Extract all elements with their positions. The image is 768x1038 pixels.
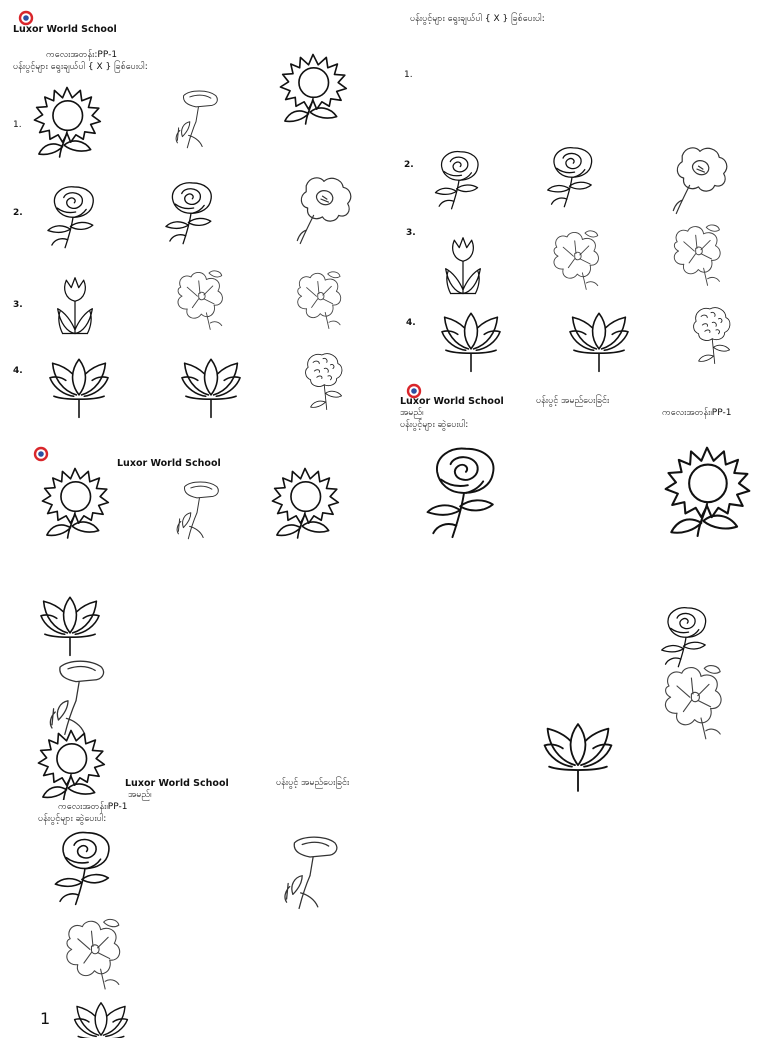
name-label: အမည်၊ [400, 408, 424, 418]
morning-glory-icon[interactable] [165, 80, 227, 156]
sunflower-icon[interactable] [660, 434, 754, 544]
sunflower-icon[interactable] [30, 78, 104, 162]
row-number: 2. [404, 160, 414, 170]
lotus-icon[interactable] [530, 718, 626, 794]
morning-glory-icon[interactable] [34, 656, 118, 736]
daffodil-icon[interactable] [284, 168, 358, 248]
rose-icon[interactable] [540, 136, 604, 216]
rose-icon[interactable] [36, 828, 134, 906]
hibiscus-icon[interactable] [288, 256, 350, 344]
subject-title: ပန်းပွင့် အမည်ပေးခြင်း [536, 396, 610, 406]
subject-title: ပန်းပွင့် အမည်ပေးခြင်း [276, 778, 350, 788]
instruction: ပန်းပွင့်များ ရွေးချယ်ပါ { X } ခြစ်ပေးပါ: [13, 62, 148, 72]
instruction: ပန်းပွင့်များ ဆွဲပေးပါ: [400, 420, 469, 430]
lotus-icon[interactable] [174, 354, 248, 420]
sunflower-icon[interactable] [268, 458, 342, 544]
marigold-icon[interactable] [292, 342, 354, 420]
name-label: အမည်၊ [128, 790, 152, 800]
class-line: ကလေးအတန်း၊PP-1 [662, 408, 732, 418]
marigold-icon[interactable] [680, 296, 742, 374]
hibiscus-icon[interactable] [544, 216, 608, 304]
school-name: Luxor World School [117, 458, 221, 469]
row-number: 2. [13, 208, 23, 218]
row-number: 3. [13, 300, 23, 310]
sunflower-icon[interactable] [276, 44, 350, 130]
row-number: 3. [406, 228, 416, 238]
school-name: Luxor World School [400, 396, 504, 407]
instruction: ပန်းပွင့်များ ဆွဲပေးပါ: [38, 814, 107, 824]
lotus-icon[interactable] [44, 354, 114, 420]
hibiscus-icon[interactable] [646, 662, 740, 742]
school-name: Luxor World School [125, 778, 229, 789]
class-line: ကလေးအတန်း:PP-1 [46, 50, 118, 60]
lotus-icon[interactable] [20, 592, 120, 658]
lotus-icon[interactable] [434, 308, 508, 374]
hibiscus-icon[interactable] [168, 256, 232, 344]
sunflower-icon[interactable] [38, 458, 112, 544]
school-name: Luxor World School [13, 24, 117, 35]
row-number: 4. [406, 318, 416, 328]
hibiscus-icon[interactable] [664, 212, 730, 298]
row-number: 1. [404, 70, 413, 80]
rose-icon[interactable] [428, 140, 490, 218]
rose-icon[interactable] [638, 604, 734, 668]
hibiscus-icon[interactable] [46, 916, 140, 992]
row-number: 4. [13, 366, 23, 376]
tulip-icon[interactable] [44, 266, 106, 344]
rose-icon[interactable] [158, 172, 224, 252]
morning-glory-icon[interactable] [166, 474, 228, 544]
sunflower-icon[interactable] [24, 726, 118, 800]
daffodil-icon[interactable] [660, 138, 734, 218]
rose-icon[interactable] [40, 176, 106, 256]
page-mark: 1 [40, 1009, 51, 1028]
morning-glory-icon[interactable] [268, 832, 352, 910]
tulip-icon[interactable] [432, 226, 494, 304]
rose-icon[interactable] [416, 436, 512, 546]
class-line: ကလေးအတန်း၊PP-1 [58, 802, 128, 812]
lotus-icon[interactable] [562, 308, 636, 374]
lotus-icon[interactable] [56, 998, 146, 1038]
instruction: ပန်းပွင့်များ ရွေးချယ်ပါ { X } ခြစ်ပေးပါ: [410, 14, 545, 24]
row-number: 1. [13, 120, 22, 130]
